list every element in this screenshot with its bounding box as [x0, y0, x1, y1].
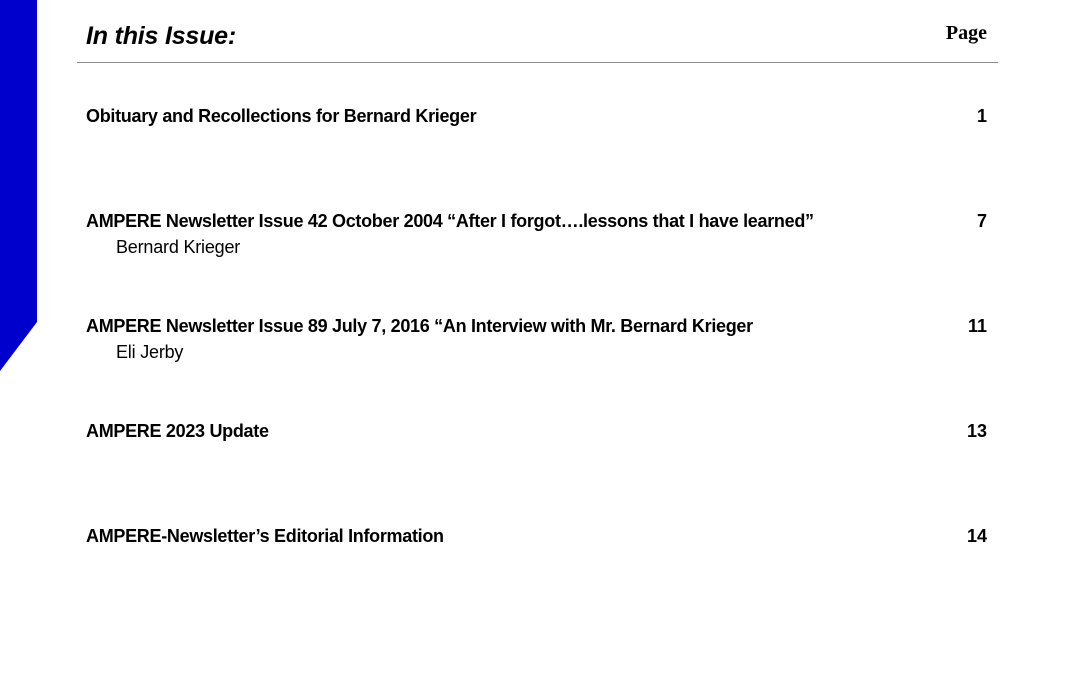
toc-entry-title[interactable]: AMPERE-Newsletter’s Editorial Information	[86, 526, 444, 546]
toc-entry-author: Bernard Krieger	[116, 237, 241, 257]
toc-entry[interactable]	[86, 210, 987, 258]
toc-entry-title[interactable]: AMPERE 2023 Update	[86, 421, 269, 441]
side-accent-bar	[0, 0, 37, 371]
toc-entry-title[interactable]: Obituary and Recollections for Bernard Krieger	[86, 106, 477, 126]
toc-entry-page[interactable]: 1	[976, 106, 987, 126]
toc-entry[interactable]	[86, 315, 987, 363]
toc-entry-page[interactable]: 13	[966, 421, 987, 441]
toc-entry-author: Eli Jerby	[116, 342, 184, 362]
page-column-label: Page	[945, 22, 987, 44]
toc-entry-title[interactable]: AMPERE Newsletter Issue 89 July 7, 2016 “An Interview with Mr. Bernard Krieger	[86, 316, 753, 336]
toc-entry[interactable]	[86, 420, 987, 442]
toc-entry[interactable]	[86, 105, 987, 127]
header-divider	[77, 62, 998, 63]
toc-entry[interactable]	[86, 525, 987, 547]
toc-entry-page[interactable]: 14	[966, 526, 987, 546]
page-title: In this Issue:	[86, 22, 237, 50]
toc-entry-page[interactable]: 7	[976, 211, 987, 231]
toc-entry-title[interactable]: AMPERE Newsletter Issue 42 October 2004 “After I forgot….lessons that I have learned”	[86, 211, 814, 231]
toc-entry-page[interactable]: 11	[967, 316, 987, 336]
